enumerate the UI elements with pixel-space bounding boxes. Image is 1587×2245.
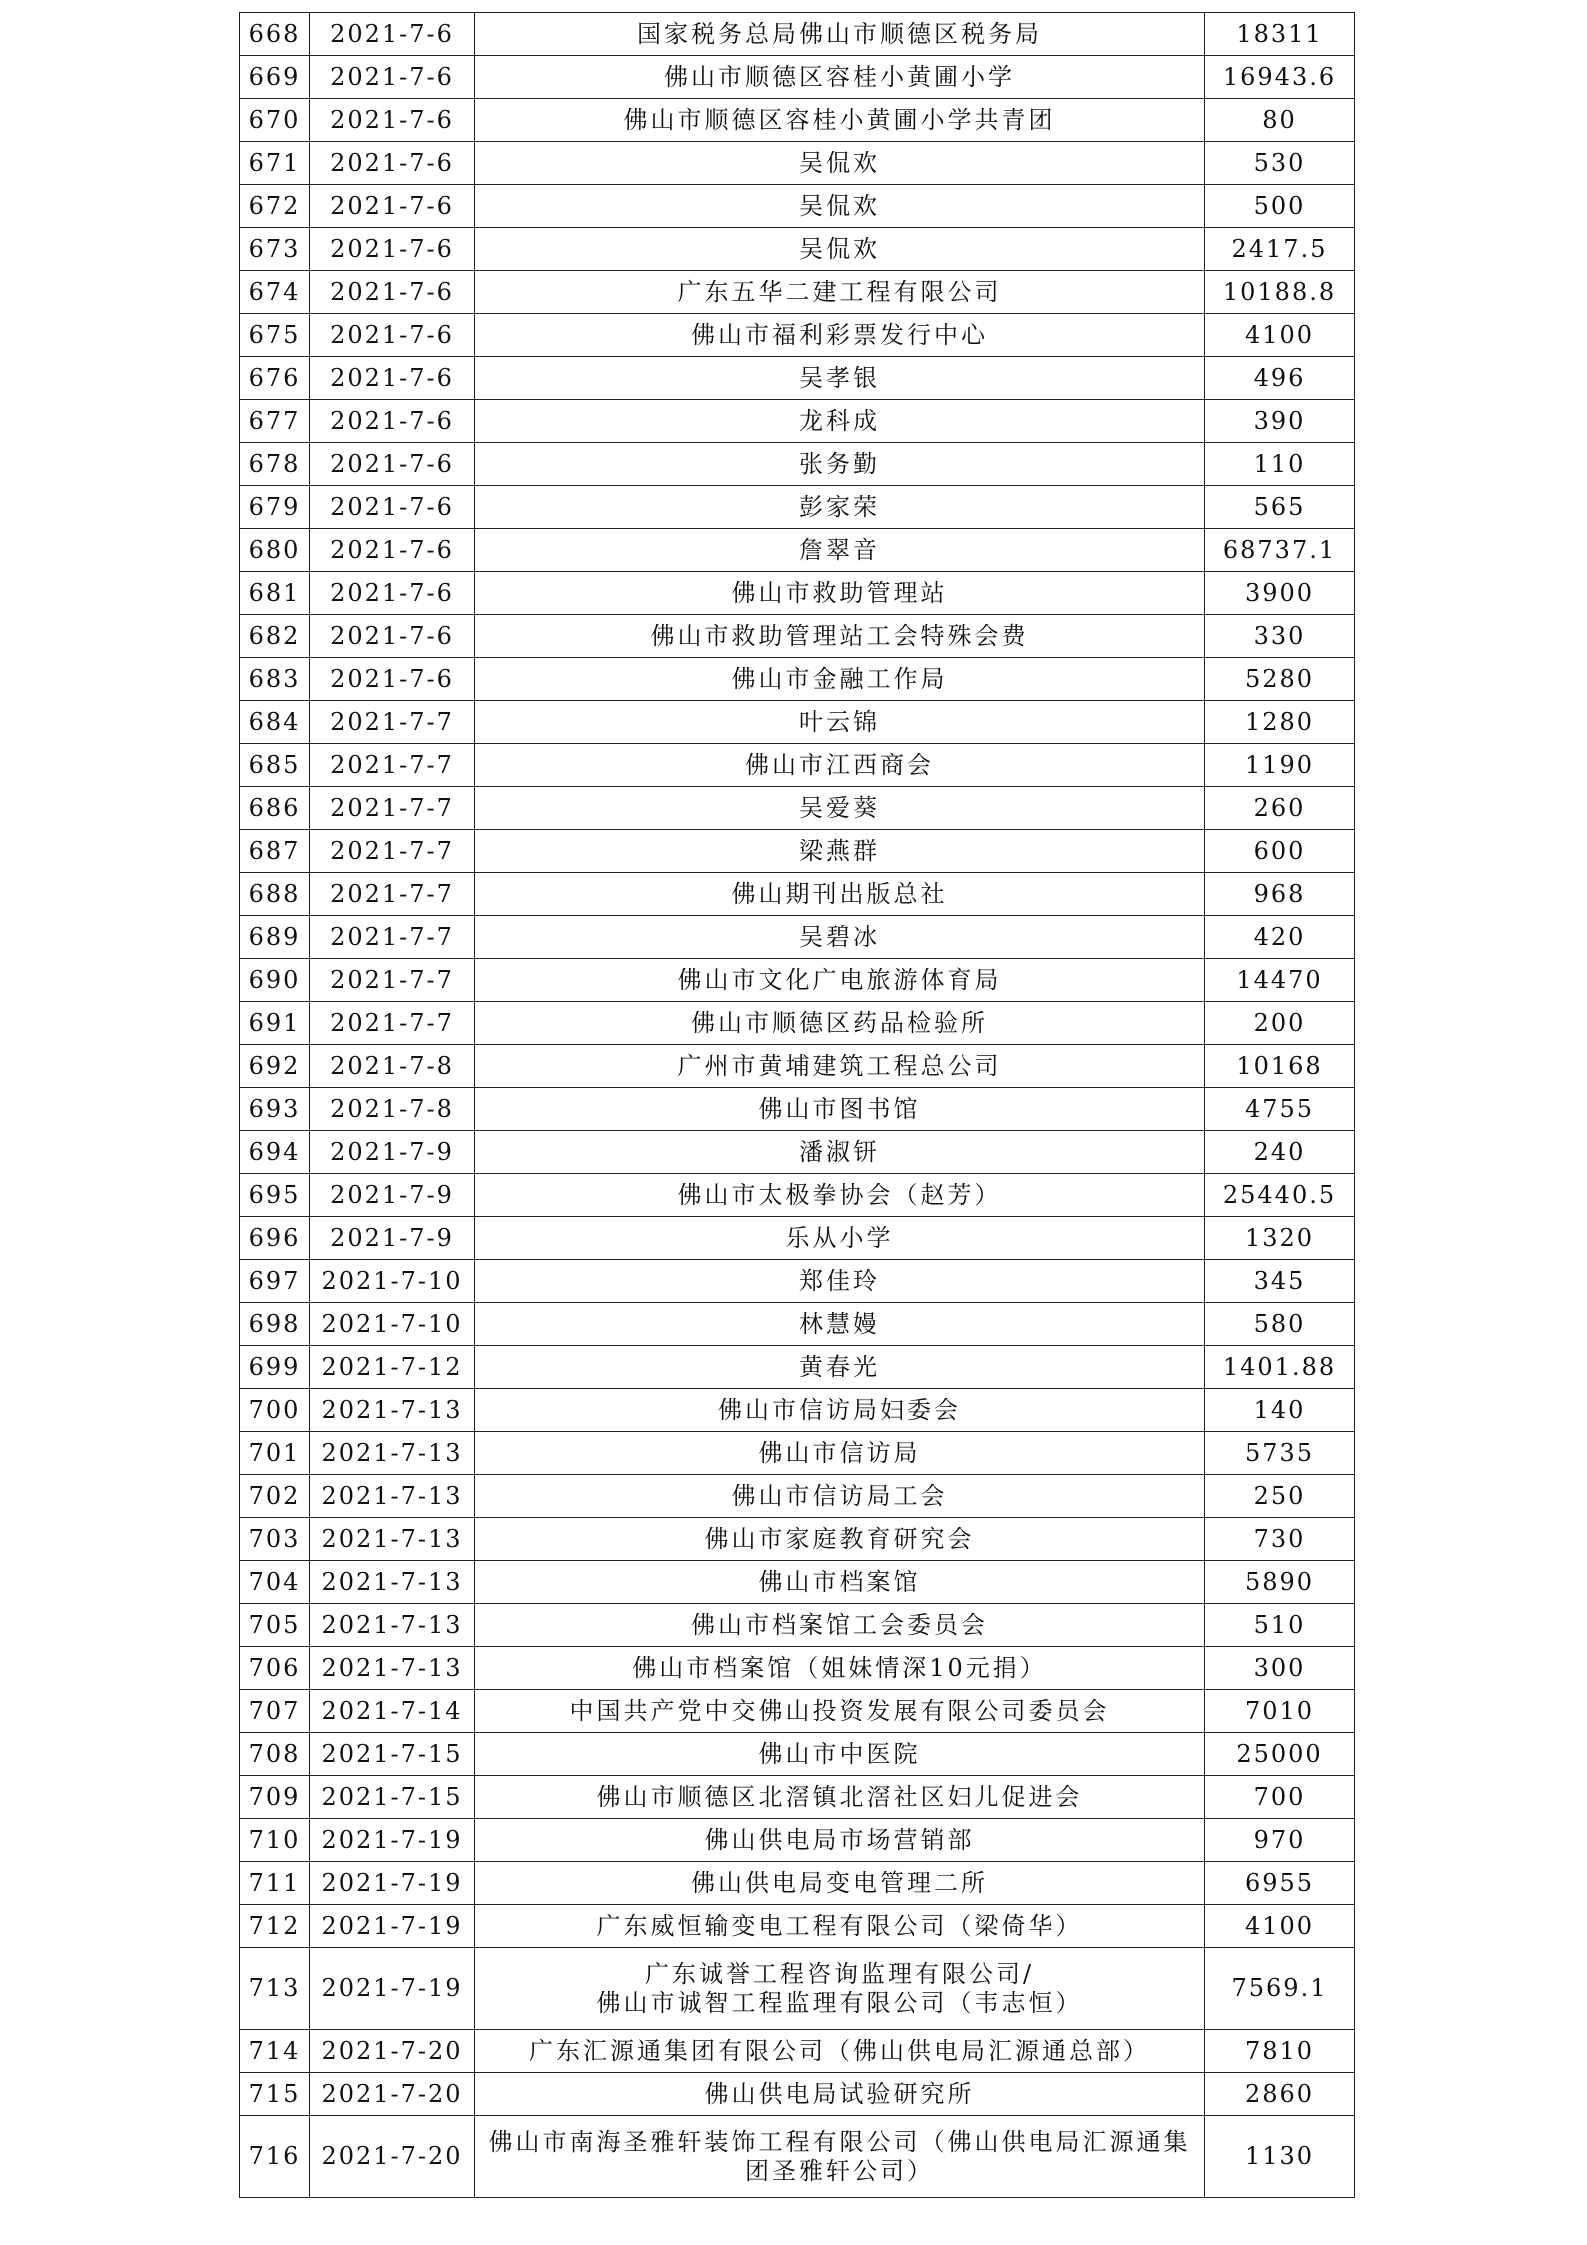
donor-name-cell: 佛山市文化广电旅游体育局 xyxy=(475,959,1205,1002)
date-cell: 2021-7-7 xyxy=(310,744,475,787)
donor-name-cell: 佛山市金融工作局 xyxy=(475,658,1205,701)
amount-cell: 25440.5 xyxy=(1205,1174,1355,1217)
donor-name-cell: 广州市黄埔建筑工程总公司 xyxy=(475,1045,1205,1088)
table-row xyxy=(240,1819,1355,1862)
amount-cell: 500 xyxy=(1205,185,1355,228)
donor-name-cell: 佛山供电局试验研究所 xyxy=(475,2073,1205,2116)
donor-name-cell: 吴碧冰 xyxy=(475,916,1205,959)
date-cell: 2021-7-13 xyxy=(310,1604,475,1647)
table-row xyxy=(240,56,1355,99)
table-row xyxy=(240,443,1355,486)
amount-cell: 18311 xyxy=(1205,13,1355,56)
donor-name-cell: 龙科成 xyxy=(475,400,1205,443)
row-number-cell: 701 xyxy=(240,1432,310,1475)
amount-cell: 1280 xyxy=(1205,701,1355,744)
donor-name-cell: 佛山市信访局工会 xyxy=(475,1475,1205,1518)
row-number-cell: 710 xyxy=(240,1819,310,1862)
amount-cell: 25000 xyxy=(1205,1733,1355,1776)
table-row xyxy=(240,1647,1355,1690)
row-number-cell: 669 xyxy=(240,56,310,99)
row-number-cell: 677 xyxy=(240,400,310,443)
row-number-cell: 706 xyxy=(240,1647,310,1690)
row-number-cell: 700 xyxy=(240,1389,310,1432)
amount-cell: 580 xyxy=(1205,1303,1355,1346)
table-row xyxy=(240,400,1355,443)
table-row xyxy=(240,744,1355,787)
date-cell: 2021-7-7 xyxy=(310,916,475,959)
donor-name-cell: 佛山市顺德区北滘镇北滘社区妇儿促进会 xyxy=(475,1776,1205,1819)
row-number-cell: 705 xyxy=(240,1604,310,1647)
table-row xyxy=(240,1776,1355,1819)
table-row xyxy=(240,1346,1355,1389)
date-cell: 2021-7-8 xyxy=(310,1045,475,1088)
row-number-cell: 679 xyxy=(240,486,310,529)
amount-cell: 600 xyxy=(1205,830,1355,873)
row-number-cell: 697 xyxy=(240,1260,310,1303)
row-number-cell: 696 xyxy=(240,1217,310,1260)
amount-cell: 970 xyxy=(1205,1819,1355,1862)
donor-name-cell: 佛山期刊出版总社 xyxy=(475,873,1205,916)
row-number-cell: 711 xyxy=(240,1862,310,1905)
table-row xyxy=(240,1604,1355,1647)
amount-cell: 968 xyxy=(1205,873,1355,916)
donor-name-cell: 佛山市福利彩票发行中心 xyxy=(475,314,1205,357)
table-row xyxy=(240,314,1355,357)
table-row xyxy=(240,701,1355,744)
date-cell: 2021-7-13 xyxy=(310,1647,475,1690)
row-number-cell: 686 xyxy=(240,787,310,830)
row-number-cell: 715 xyxy=(240,2073,310,2116)
row-number-cell: 682 xyxy=(240,615,310,658)
date-cell: 2021-7-20 xyxy=(310,2073,475,2116)
donor-name-cell: 广东汇源通集团有限公司（佛山供电局汇源通总部） xyxy=(475,2030,1205,2073)
amount-cell: 565 xyxy=(1205,486,1355,529)
row-number-cell: 675 xyxy=(240,314,310,357)
amount-cell: 16943.6 xyxy=(1205,56,1355,99)
donor-name-cell: 叶云锦 xyxy=(475,701,1205,744)
date-cell: 2021-7-6 xyxy=(310,56,475,99)
date-cell: 2021-7-12 xyxy=(310,1346,475,1389)
amount-cell: 7010 xyxy=(1205,1690,1355,1733)
date-cell: 2021-7-15 xyxy=(310,1733,475,1776)
donation-table-body xyxy=(240,13,1355,2198)
table-row xyxy=(240,2116,1355,2198)
table-row xyxy=(240,2073,1355,2116)
table-row xyxy=(240,959,1355,1002)
date-cell: 2021-7-6 xyxy=(310,314,475,357)
amount-cell: 7569.1 xyxy=(1205,1948,1355,2030)
row-number-cell: 673 xyxy=(240,228,310,271)
date-cell: 2021-7-6 xyxy=(310,658,475,701)
donor-name-cell: 吴孝银 xyxy=(475,357,1205,400)
donor-name-cell: 广东威恒输变电工程有限公司（梁倚华） xyxy=(475,1905,1205,1948)
donor-name-cell: 吴爱葵 xyxy=(475,787,1205,830)
donor-name-cell: 广东诚誉工程咨询监理有限公司/ 佛山市诚智工程监理有限公司（韦志恒） xyxy=(475,1948,1205,2030)
date-cell: 2021-7-7 xyxy=(310,701,475,744)
amount-cell: 68737.1 xyxy=(1205,529,1355,572)
amount-cell: 1130 xyxy=(1205,2116,1355,2198)
donor-name-cell: 吴侃欢 xyxy=(475,142,1205,185)
amount-cell: 730 xyxy=(1205,1518,1355,1561)
row-number-cell: 714 xyxy=(240,2030,310,2073)
date-cell: 2021-7-14 xyxy=(310,1690,475,1733)
amount-cell: 1190 xyxy=(1205,744,1355,787)
date-cell: 2021-7-6 xyxy=(310,13,475,56)
date-cell: 2021-7-20 xyxy=(310,2030,475,2073)
donor-name-cell: 潘淑钘 xyxy=(475,1131,1205,1174)
row-number-cell: 674 xyxy=(240,271,310,314)
table-row xyxy=(240,787,1355,830)
date-cell: 2021-7-6 xyxy=(310,443,475,486)
donor-name-cell: 佛山市信访局 xyxy=(475,1432,1205,1475)
date-cell: 2021-7-19 xyxy=(310,1905,475,1948)
table-row xyxy=(240,2030,1355,2073)
amount-cell: 5735 xyxy=(1205,1432,1355,1475)
row-number-cell: 693 xyxy=(240,1088,310,1131)
table-row xyxy=(240,1303,1355,1346)
table-row xyxy=(240,1217,1355,1260)
date-cell: 2021-7-7 xyxy=(310,959,475,1002)
donor-name-cell: 中国共产党中交佛山投资发展有限公司委员会 xyxy=(475,1690,1205,1733)
date-cell: 2021-7-6 xyxy=(310,185,475,228)
date-cell: 2021-7-7 xyxy=(310,873,475,916)
donor-name-cell: 佛山市信访局妇委会 xyxy=(475,1389,1205,1432)
row-number-cell: 685 xyxy=(240,744,310,787)
amount-cell: 496 xyxy=(1205,357,1355,400)
amount-cell: 14470 xyxy=(1205,959,1355,1002)
amount-cell: 200 xyxy=(1205,1002,1355,1045)
table-row xyxy=(240,1260,1355,1303)
date-cell: 2021-7-9 xyxy=(310,1131,475,1174)
table-row xyxy=(240,13,1355,56)
row-number-cell: 709 xyxy=(240,1776,310,1819)
donor-name-cell: 佛山市中医院 xyxy=(475,1733,1205,1776)
date-cell: 2021-7-6 xyxy=(310,357,475,400)
amount-cell: 330 xyxy=(1205,615,1355,658)
date-cell: 2021-7-9 xyxy=(310,1174,475,1217)
amount-cell: 5280 xyxy=(1205,658,1355,701)
table-row xyxy=(240,1561,1355,1604)
donor-name-cell: 佛山供电局市场营销部 xyxy=(475,1819,1205,1862)
donor-name-cell: 林慧嫚 xyxy=(475,1303,1205,1346)
date-cell: 2021-7-7 xyxy=(310,1002,475,1045)
table-row xyxy=(240,873,1355,916)
donor-name-cell: 佛山市救助管理站 xyxy=(475,572,1205,615)
amount-cell: 390 xyxy=(1205,400,1355,443)
amount-cell: 7810 xyxy=(1205,2030,1355,2073)
row-number-cell: 708 xyxy=(240,1733,310,1776)
amount-cell: 4100 xyxy=(1205,1905,1355,1948)
amount-cell: 10188.8 xyxy=(1205,271,1355,314)
donor-name-cell: 詹翠音 xyxy=(475,529,1205,572)
date-cell: 2021-7-13 xyxy=(310,1475,475,1518)
donor-name-cell: 吴侃欢 xyxy=(475,228,1205,271)
donor-name-cell: 佛山市江西商会 xyxy=(475,744,1205,787)
row-number-cell: 695 xyxy=(240,1174,310,1217)
donor-name-cell: 乐从小学 xyxy=(475,1217,1205,1260)
amount-cell: 5890 xyxy=(1205,1561,1355,1604)
row-number-cell: 713 xyxy=(240,1948,310,2030)
donor-name-cell: 吴侃欢 xyxy=(475,185,1205,228)
date-cell: 2021-7-10 xyxy=(310,1303,475,1346)
table-row xyxy=(240,185,1355,228)
date-cell: 2021-7-6 xyxy=(310,142,475,185)
table-row xyxy=(240,1475,1355,1518)
table-row xyxy=(240,1088,1355,1131)
donor-name-cell: 佛山市太极拳协会（赵芳） xyxy=(475,1174,1205,1217)
table-row xyxy=(240,1174,1355,1217)
table-row xyxy=(240,916,1355,959)
date-cell: 2021-7-6 xyxy=(310,400,475,443)
amount-cell: 250 xyxy=(1205,1475,1355,1518)
amount-cell: 110 xyxy=(1205,443,1355,486)
donor-name-cell: 国家税务总局佛山市顺德区税务局 xyxy=(475,13,1205,56)
date-cell: 2021-7-6 xyxy=(310,271,475,314)
date-cell: 2021-7-6 xyxy=(310,615,475,658)
amount-cell: 530 xyxy=(1205,142,1355,185)
amount-cell: 4100 xyxy=(1205,314,1355,357)
row-number-cell: 688 xyxy=(240,873,310,916)
table-row xyxy=(240,228,1355,271)
table-row xyxy=(240,142,1355,185)
date-cell: 2021-7-6 xyxy=(310,572,475,615)
table-row xyxy=(240,572,1355,615)
amount-cell: 3900 xyxy=(1205,572,1355,615)
donor-name-cell: 佛山市档案馆（姐妹情深10元捐） xyxy=(475,1647,1205,1690)
amount-cell: 510 xyxy=(1205,1604,1355,1647)
table-row xyxy=(240,1905,1355,1948)
date-cell: 2021-7-7 xyxy=(310,830,475,873)
donor-name-cell: 佛山市顺德区容桂小黄圃小学 xyxy=(475,56,1205,99)
donor-name-cell: 佛山市救助管理站工会特殊会费 xyxy=(475,615,1205,658)
donor-name-cell: 彭家荣 xyxy=(475,486,1205,529)
amount-cell: 1320 xyxy=(1205,1217,1355,1260)
donor-name-cell: 郑佳玲 xyxy=(475,1260,1205,1303)
row-number-cell: 692 xyxy=(240,1045,310,1088)
row-number-cell: 712 xyxy=(240,1905,310,1948)
donor-name-cell: 佛山市图书馆 xyxy=(475,1088,1205,1131)
table-row xyxy=(240,1131,1355,1174)
row-number-cell: 672 xyxy=(240,185,310,228)
row-number-cell: 689 xyxy=(240,916,310,959)
row-number-cell: 671 xyxy=(240,142,310,185)
date-cell: 2021-7-13 xyxy=(310,1518,475,1561)
table-row xyxy=(240,830,1355,873)
row-number-cell: 698 xyxy=(240,1303,310,1346)
date-cell: 2021-7-8 xyxy=(310,1088,475,1131)
table-row xyxy=(240,357,1355,400)
amount-cell: 2860 xyxy=(1205,2073,1355,2116)
donor-name-cell: 佛山市南海圣雅轩装饰工程有限公司（佛山供电局汇源通集团圣雅轩公司） xyxy=(475,2116,1205,2198)
date-cell: 2021-7-9 xyxy=(310,1217,475,1260)
amount-cell: 2417.5 xyxy=(1205,228,1355,271)
donor-name-cell: 佛山市顺德区药品检验所 xyxy=(475,1002,1205,1045)
row-number-cell: 684 xyxy=(240,701,310,744)
row-number-cell: 681 xyxy=(240,572,310,615)
date-cell: 2021-7-10 xyxy=(310,1260,475,1303)
table-row xyxy=(240,1045,1355,1088)
table-row xyxy=(240,615,1355,658)
table-row xyxy=(240,1002,1355,1045)
date-cell: 2021-7-6 xyxy=(310,486,475,529)
date-cell: 2021-7-19 xyxy=(310,1819,475,1862)
row-number-cell: 670 xyxy=(240,99,310,142)
amount-cell: 300 xyxy=(1205,1647,1355,1690)
date-cell: 2021-7-19 xyxy=(310,1948,475,2030)
amount-cell: 420 xyxy=(1205,916,1355,959)
donor-name-cell: 梁燕群 xyxy=(475,830,1205,873)
row-number-cell: 690 xyxy=(240,959,310,1002)
donor-name-cell: 佛山市档案馆 xyxy=(475,1561,1205,1604)
date-cell: 2021-7-7 xyxy=(310,787,475,830)
donor-name-cell: 佛山市家庭教育研究会 xyxy=(475,1518,1205,1561)
row-number-cell: 707 xyxy=(240,1690,310,1733)
amount-cell: 140 xyxy=(1205,1389,1355,1432)
donor-name-cell: 黄春光 xyxy=(475,1346,1205,1389)
date-cell: 2021-7-6 xyxy=(310,99,475,142)
date-cell: 2021-7-13 xyxy=(310,1432,475,1475)
amount-cell: 260 xyxy=(1205,787,1355,830)
row-number-cell: 691 xyxy=(240,1002,310,1045)
table-row xyxy=(240,658,1355,701)
donor-name-cell: 张务勤 xyxy=(475,443,1205,486)
row-number-cell: 702 xyxy=(240,1475,310,1518)
amount-cell: 10168 xyxy=(1205,1045,1355,1088)
table-row xyxy=(240,1862,1355,1905)
table-row xyxy=(240,1432,1355,1475)
table-row xyxy=(240,486,1355,529)
date-cell: 2021-7-20 xyxy=(310,2116,475,2198)
row-number-cell: 678 xyxy=(240,443,310,486)
date-cell: 2021-7-19 xyxy=(310,1862,475,1905)
row-number-cell: 676 xyxy=(240,357,310,400)
table-row xyxy=(240,99,1355,142)
row-number-cell: 699 xyxy=(240,1346,310,1389)
amount-cell: 345 xyxy=(1205,1260,1355,1303)
amount-cell: 700 xyxy=(1205,1776,1355,1819)
donor-name-cell: 佛山市档案馆工会委员会 xyxy=(475,1604,1205,1647)
row-number-cell: 680 xyxy=(240,529,310,572)
table-row xyxy=(240,529,1355,572)
amount-cell: 80 xyxy=(1205,99,1355,142)
row-number-cell: 694 xyxy=(240,1131,310,1174)
row-number-cell: 687 xyxy=(240,830,310,873)
donor-name-cell: 佛山市顺德区容桂小黄圃小学共青团 xyxy=(475,99,1205,142)
table-row xyxy=(240,1948,1355,2030)
donor-name-cell: 广东五华二建工程有限公司 xyxy=(475,271,1205,314)
table-row xyxy=(240,1733,1355,1776)
row-number-cell: 668 xyxy=(240,13,310,56)
row-number-cell: 683 xyxy=(240,658,310,701)
amount-cell: 1401.88 xyxy=(1205,1346,1355,1389)
amount-cell: 4755 xyxy=(1205,1088,1355,1131)
table-row xyxy=(240,1518,1355,1561)
donation-table xyxy=(239,12,1355,2198)
table-row xyxy=(240,271,1355,314)
date-cell: 2021-7-13 xyxy=(310,1561,475,1604)
amount-cell: 6955 xyxy=(1205,1862,1355,1905)
date-cell: 2021-7-15 xyxy=(310,1776,475,1819)
date-cell: 2021-7-13 xyxy=(310,1389,475,1432)
donor-name-cell: 佛山供电局变电管理二所 xyxy=(475,1862,1205,1905)
row-number-cell: 703 xyxy=(240,1518,310,1561)
date-cell: 2021-7-6 xyxy=(310,228,475,271)
amount-cell: 240 xyxy=(1205,1131,1355,1174)
table-row xyxy=(240,1690,1355,1733)
donation-list-page xyxy=(239,12,1337,2198)
date-cell: 2021-7-6 xyxy=(310,529,475,572)
row-number-cell: 716 xyxy=(240,2116,310,2198)
table-row xyxy=(240,1389,1355,1432)
row-number-cell: 704 xyxy=(240,1561,310,1604)
